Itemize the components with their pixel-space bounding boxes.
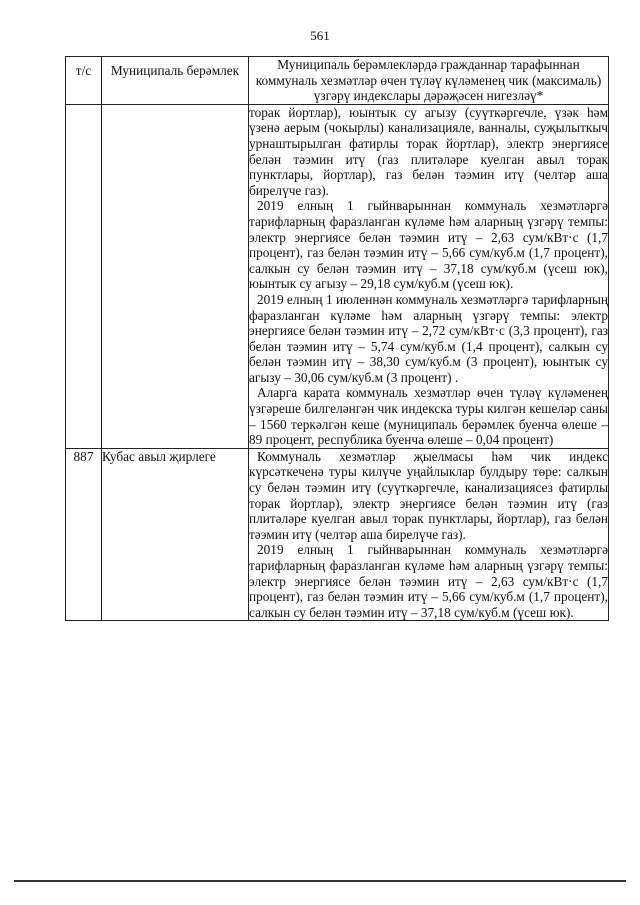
- page-number: 561: [310, 28, 330, 43]
- description-paragraph: торак йортлар), юынтык су агызу (суүткәргечле, үзәк һәм үзенә аерым (чокырлы) канализацияле, ванналы, суҗылыткыч урнаштырылган фатирлы торак йортлар), электр энергиясе белән тәэмин итү (газ плитәләре куелган авыл торак пунктлары, йортлар), газ белән тәэмин итү (челтәр аша бирелүче газ).: [249, 104, 608, 198]
- description-paragraph: 2019 елның 1 июленнән коммуналь хезмәтләргә тарифларның фаразланган күләме һәм аларның үзгәрү темпы: электр энергиясе белән тәэмин итү – 2,72 сум/кВт·с (3,3 процент), газ белән тәэмин итү – 5,74 сум/куб.м (1,4 процент), салкын су белән тәэмин итү – 38,30 сум/куб.м (3 процент), юынтык су агызу – 30,06 сум/куб.м (3 процент) .: [249, 291, 608, 385]
- municipality-name: [102, 104, 249, 448]
- header-num: т/с: [66, 57, 102, 105]
- table-header-row: [66, 57, 609, 105]
- description-paragraph: Аларга карата коммуналь хезмәтләр өчен түләү күләменең үзгәреше билгеләнгән чик индекска туры килгән кешеләр саны – 1560 теркәлгән кеше (муниципаль берәмлек буенча өлеше – 89 процент, республика буенча өлеше – 0,04 процент): [249, 385, 608, 448]
- municipality-name: Кубас авыл җирлеге: [102, 448, 249, 621]
- description-paragraph: Коммуналь хезмәтләр җыелмасы һәм чик индекс күрсәткеченә туры килүче уңайлыклар булдыру төре: салкын су белән тәэмин итү (суүткәргечле, канализациясез фатирлы торак йортлар), электр энергиясе белән тәэмин итү (газ плитәләре куелган авыл торак пунктлары, йортлар), газ белән тәэмин итү (челтәр аша бирелүче газ).: [249, 448, 608, 542]
- description-paragraph: 2019 елның 1 гыйнварыннан коммуналь хезмәтләргә тарифларның фаразланган күләме һәм аларның үзгәрү темпы: электр энергиясе белән тәэмин итү – 2,63 сум/кВт·с (1,7 процент), газ белән тәэмин итү – 5,66 сум/куб.м (1,7 процент), салкын су белән тәэмин итү – 37,18 сум/куб.м (үсеш юк), юынтык су агызу – 29,18 сум/куб.м (үсеш юк).: [249, 198, 608, 292]
- header-municipality: Муниципаль берәмлек: [102, 57, 249, 105]
- scan-edge-line: [14, 880, 626, 882]
- row-number: 887: [66, 448, 102, 621]
- header-description: Муниципаль берәмлекләрдә гражданнар тарафыннан коммуналь хезмәтләр өчен түләү күләменең чик (максималь) үзгәрү индекслары дәрәҗәсен нигезләү*: [249, 57, 609, 105]
- table-row: [66, 104, 609, 448]
- table-row: [66, 448, 609, 621]
- description-cell: [249, 448, 609, 621]
- row-number: [66, 104, 102, 448]
- description-paragraph: 2019 елның 1 гыйнварыннан коммуналь хезмәтләргә тарифларның фаразланган күләме һәм аларның үзгәрү темпы: электр энергиясе белән тәэмин итү – 2,63 сум/кВт·с (1,7 процент), газ белән тәэмин итү – 5,66 сум/куб.м (1,7 процент), салкын су белән тәэмин итү – 37,18 сум/куб.м (үсеш юк).: [249, 542, 608, 620]
- tariff-table: [65, 56, 609, 621]
- description-cell: [249, 104, 609, 448]
